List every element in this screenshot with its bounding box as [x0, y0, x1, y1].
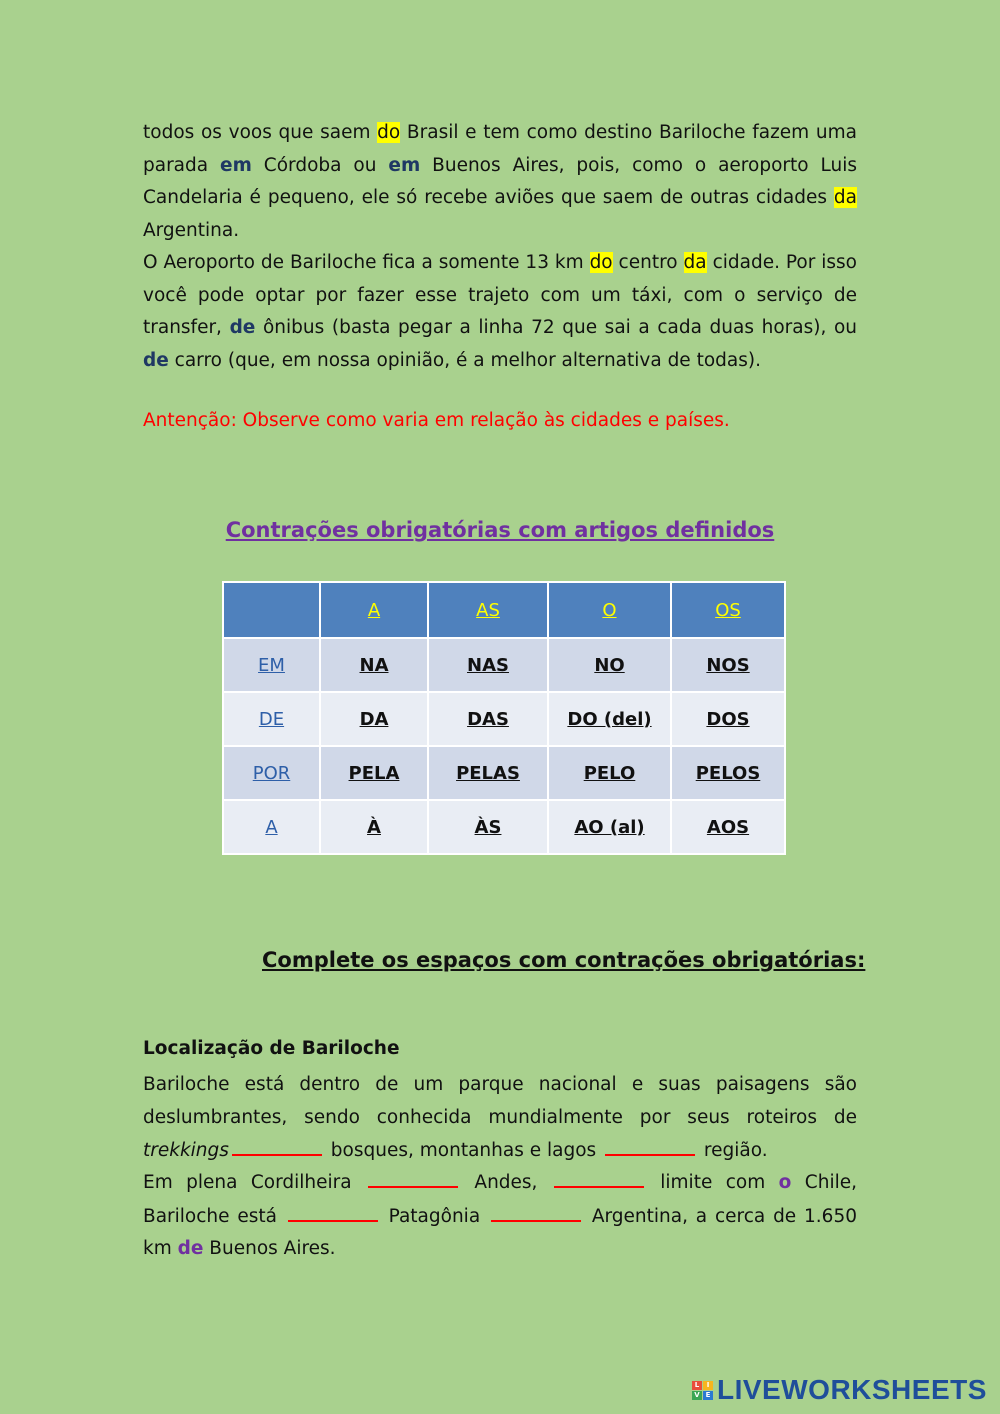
preposition: o — [778, 1172, 792, 1193]
highlighted-contraction: do — [377, 122, 401, 143]
logo-mark-tile: E — [703, 1391, 713, 1400]
preposition: de — [229, 317, 256, 338]
table-cell: NOS — [671, 638, 785, 692]
table-row — [223, 800, 785, 854]
exercise-paragraph-2: Em plena Cordilheira Andes, limite com o Chile, Bariloche está Patagônia Argentina, a cerca de 1.650 km de Buenos Aires. — [143, 1166, 857, 1266]
preposition: de — [143, 349, 169, 371]
table-header-row — [223, 582, 785, 638]
logo-text: LIVEWORKSHEETS — [717, 1374, 987, 1405]
table-cell: ÀS — [428, 800, 548, 854]
italic-text: trekkings — [143, 1140, 229, 1161]
highlighted-contraction: do — [589, 252, 613, 273]
table-header-cell — [223, 582, 320, 638]
table-cell: NA — [320, 638, 428, 692]
table-header-cell: A — [320, 582, 428, 638]
table-cell: DO (del) — [548, 692, 671, 746]
row-preposition: POR — [223, 746, 320, 800]
table-cell: PELO — [548, 746, 671, 800]
table-cell: NO — [548, 638, 671, 692]
table-header-cell: AS — [428, 582, 548, 638]
logo-mark-tile: V — [692, 1391, 702, 1400]
table-cell: DA — [320, 692, 428, 746]
exercise-subheading: Localização de Bariloche — [143, 1038, 400, 1059]
table-cell: AO (al) — [548, 800, 671, 854]
table-cell: PELA — [320, 746, 428, 800]
logo-mark-icon — [692, 1381, 713, 1400]
table-row — [223, 692, 785, 746]
row-preposition: A — [223, 800, 320, 854]
row-preposition: DE — [223, 692, 320, 746]
answer-blank[interactable] — [554, 1166, 644, 1188]
preposition: em — [220, 154, 252, 176]
table-row — [223, 638, 785, 692]
answer-blank[interactable] — [605, 1134, 695, 1156]
warning-note: Antenção: Observe como varia em relação às cidades e países. — [143, 410, 730, 431]
table-cell: AOS — [671, 800, 785, 854]
table-cell: PELOS — [671, 746, 785, 800]
table-row — [223, 746, 785, 800]
contractions-table — [222, 581, 786, 855]
preposition: em — [388, 154, 421, 176]
exercise-paragraph-1: Bariloche está dentro de um parque nacional e suas paisagens são deslumbrantes, sendo conhecida mundialmente por seus roteiros de trekkings bosques, montanhas e lagos região. — [143, 1074, 857, 1161]
liveworksheets-logo — [692, 1374, 987, 1406]
table-title: Contrações obrigatórias com artigos definidos — [225, 518, 775, 542]
answer-blank[interactable] — [232, 1134, 322, 1156]
table-cell: PELAS — [428, 746, 548, 800]
intro-paragraph-2: O Aeroporto de Bariloche fica a somente 13 km do centro da cidade. Por isso você pode optar por fazer esse trajeto com um táxi, com o serviço de transfer, de ônibus (basta pegar a linha 72 que sai a cada duas horas), ou de carro (que, em nossa opinião, é a melhor alternativa de todas). — [143, 252, 857, 371]
table-header-cell: OS — [671, 582, 785, 638]
row-preposition: EM — [223, 638, 320, 692]
table-cell: NAS — [428, 638, 548, 692]
highlighted-contraction: da — [683, 252, 707, 273]
answer-blank[interactable] — [288, 1200, 378, 1222]
highlighted-contraction: da — [833, 187, 857, 208]
intro-paragraph-1: todos os voos que saem do Brasil e tem como destino Bariloche fazem uma parada em Córdoba ou em Buenos Aires, pois, como o aeroporto Luis Candelaria é pequeno, ele só recebe aviões que saem de outras cidades da Argentina. — [143, 122, 857, 241]
table-cell: DAS — [428, 692, 548, 746]
logo-mark-tile: I — [703, 1381, 713, 1390]
table-cell: À — [320, 800, 428, 854]
table-cell: DOS — [671, 692, 785, 746]
preposition: de — [177, 1238, 204, 1259]
exercise-title: Complete os espaços com contrações obrigatórias: — [262, 948, 866, 972]
logo-mark-tile: L — [692, 1381, 702, 1390]
table-header-cell: O — [548, 582, 671, 638]
answer-blank[interactable] — [368, 1166, 458, 1188]
answer-blank[interactable] — [491, 1200, 581, 1222]
